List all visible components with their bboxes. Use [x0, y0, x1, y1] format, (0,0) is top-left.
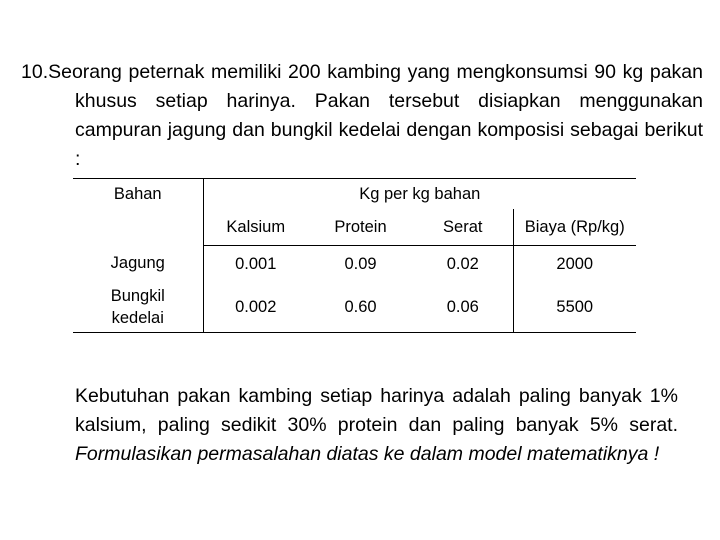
cell-protein: 0.09	[344, 254, 377, 273]
requirements-plain: Kebutuhan pakan kambing setiap harinya adalah paling banyak 1% kalsium, paling sedikit 30% protein dan paling banyak 5% serat.	[75, 384, 678, 436]
header-biaya: Biaya (Rp/kg)	[513, 209, 636, 246]
instruction-italic: Formulasikan permasalahan diatas ke dalam model matematiknya !	[75, 442, 660, 465]
cell-biaya: 2000	[513, 246, 636, 283]
table-row	[73, 282, 636, 333]
cell-kalsium: 0.002	[203, 282, 308, 333]
requirements-text	[75, 382, 678, 469]
problem-statement	[21, 58, 703, 174]
cell-bahan	[73, 282, 203, 333]
cell-kalsium: 0.001	[203, 246, 308, 283]
cell-protein: 0.60	[344, 297, 377, 316]
cell-biaya: 5500	[513, 282, 636, 333]
header-bahan: Bahan	[113, 185, 162, 203]
header-protein: Protein	[308, 209, 413, 246]
cell-serat: 0.02	[446, 254, 479, 273]
cell-bahan: Jagung	[110, 254, 165, 273]
composition-table	[73, 178, 636, 333]
table-row	[73, 246, 636, 283]
table-header-row	[73, 179, 636, 210]
cell-serat: 0.06	[446, 297, 479, 316]
cell-bahan-line2: kedelai	[111, 309, 164, 327]
header-kg-per-kg: Kg per kg bahan	[203, 179, 636, 210]
cell-bahan-line1: Bungkil	[110, 287, 165, 305]
header-kalsium: Kalsium	[203, 209, 308, 246]
header-serat: Serat	[413, 209, 513, 246]
problem-text: Seorang peternak memiliki 200 kambing yang mengkonsumsi 90 kg pakan khusus setiap harinya. Pakan tersebut disiapkan menggunakan campuran jagung dan bungkil kedelai dengan komposisi sebagai berikut :	[48, 60, 703, 170]
